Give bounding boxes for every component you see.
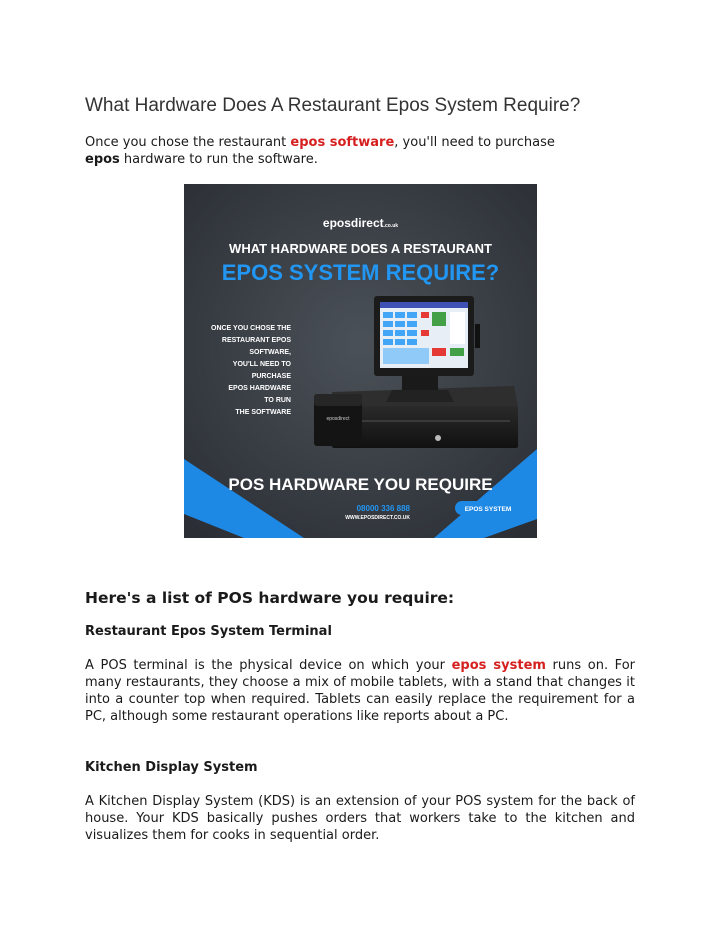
- hero-website: WWW.EPOSDIRECT.CO.UK: [345, 515, 410, 521]
- hero-headline-1: WHAT HARDWARE DOES A RESTAURANT: [229, 241, 492, 256]
- epos-software-link[interactable]: epos software: [290, 135, 395, 150]
- card-reader: [475, 324, 480, 348]
- epos-keyword: epos: [85, 152, 120, 167]
- terminal-heading: Restaurant Epos System Terminal: [85, 624, 332, 639]
- section-heading: Here's a list of POS hardware you require:: [85, 589, 455, 607]
- hero-banner: POS HARDWARE YOU REQUIRE: [228, 475, 493, 494]
- receipt-printer: [314, 394, 362, 446]
- svg-text:eposdirect.co.uk: eposdirect.co.uk: [322, 216, 399, 230]
- svg-text:THE SOFTWARE: THE SOFTWARE: [235, 409, 291, 416]
- svg-text:SOFTWARE,: SOFTWARE,: [249, 349, 291, 356]
- hero-phone: 08000 336 888: [356, 504, 410, 513]
- svg-text:PURCHASE: PURCHASE: [251, 373, 291, 380]
- svg-text:EPOS HARDWARE: EPOS HARDWARE: [228, 385, 291, 392]
- intro-paragraph: Once you chose the restaurant epos software, you'll need to purchase epos hardware to run the software.: [85, 135, 555, 167]
- kds-paragraph: A Kitchen Display System (KDS) is an extension of your POS system for the back of house. Your KDS basically pushes orders that workers take to the kitchen and visualizes them for cooks in sequential order.: [85, 794, 635, 843]
- printer-label: eposdirect: [326, 416, 350, 422]
- svg-text:EPOS SYSTEM: EPOS SYSTEM: [464, 506, 512, 513]
- brand-logo: eposdirect: [322, 216, 384, 230]
- page-title: What Hardware Does A Restaurant Epos System Require?: [85, 95, 581, 116]
- hero-headline-2: EPOS SYSTEM REQUIRE?: [221, 260, 500, 285]
- svg-text:TO RUN: TO RUN: [264, 397, 291, 404]
- hero-image: [184, 184, 537, 538]
- terminal-paragraph: A POS terminal is the physical device on which your epos system runs on. For many restaurants, they choose a mix of mobile tablets, with a stand that changes it into a counter top when required. Tablets can easily replace the requirement for a PC, although some restaurant operations like reports about a PC.: [85, 658, 635, 724]
- svg-text:YOU'LL NEED TO: YOU'LL NEED TO: [232, 361, 291, 368]
- epos-system-link[interactable]: epos system: [451, 658, 546, 673]
- svg-text:ONCE YOU CHOSE THE: ONCE YOU CHOSE THE: [211, 325, 291, 332]
- kds-heading: Kitchen Display System: [85, 760, 258, 775]
- svg-text:RESTAURANT EPOS: RESTAURANT EPOS: [221, 337, 291, 344]
- drawer-lock-icon: [435, 435, 441, 441]
